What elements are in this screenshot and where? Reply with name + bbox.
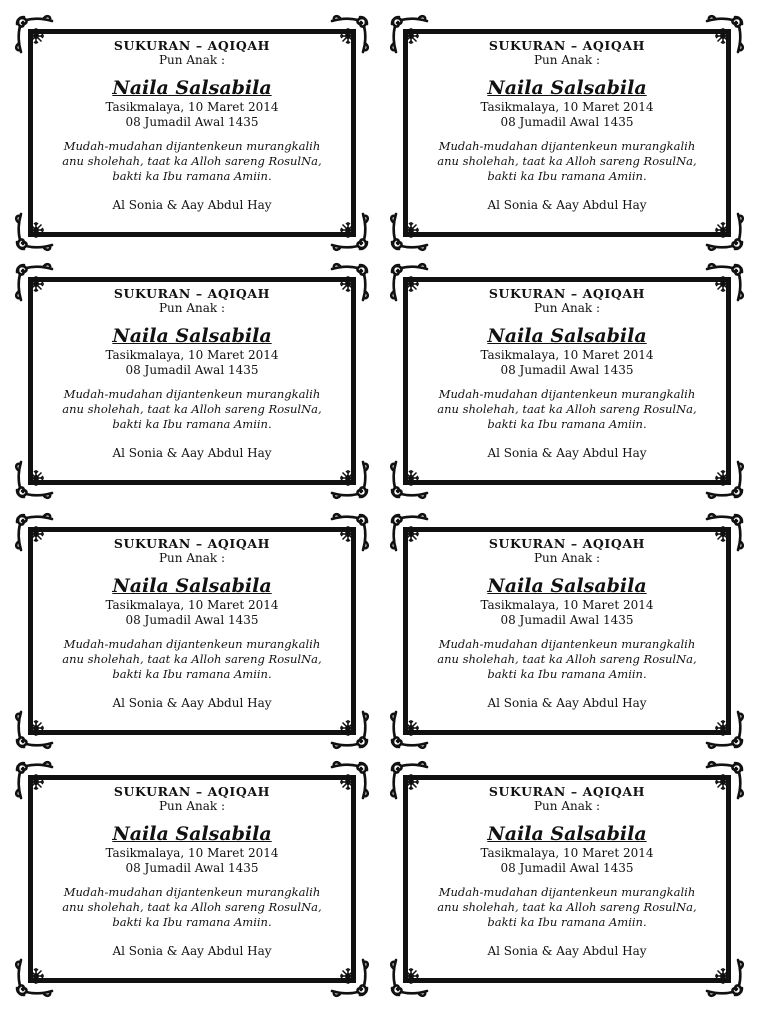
aqiqah-label-card [18,518,366,744]
parents-signature: Al Sonia & Aay Abdul Hay [112,198,272,212]
prayer-line: anu sholehah, taat ka Alloh sareng RosulNa, [437,652,697,666]
snowflake-icon [28,720,44,736]
place-date: Tasikmalaya, 10 Maret 2014 [480,598,654,612]
child-name: Naila Salsabila [112,325,272,347]
child-name: Naila Salsabila [487,325,647,347]
flourish-corner-icon [328,210,370,252]
prayer-line: anu sholehah, taat ka Alloh sareng RosulNa, [437,154,697,168]
prayer-line: anu sholehah, taat ka Alloh sareng RosulNa, [62,402,322,416]
child-name: Naila Salsabila [112,823,272,845]
snowflake-icon [715,222,731,238]
snowflake-icon [403,470,419,486]
prayer-text [413,139,721,184]
place-date: Tasikmalaya, 10 Maret 2014 [480,100,654,114]
card-content [413,286,721,461]
parents-signature: Al Sonia & Aay Abdul Hay [112,696,272,710]
aqiqah-label-card [393,20,741,246]
hijri-date: 08 Jumadil Awal 1435 [125,861,259,875]
snowflake-icon [715,968,731,984]
card-title: SUKURAN – AQIQAH [488,784,646,799]
aqiqah-label-card [18,766,366,992]
card-title: SUKURAN – AQIQAH [488,38,646,53]
card-subtitle: Pun Anak : [158,799,226,813]
parents-signature: Al Sonia & Aay Abdul Hay [487,696,647,710]
prayer-text [413,637,721,682]
flourish-corner-icon [703,708,745,750]
prayer-line: Mudah-mudahan dijantenkeun murangkalih [63,387,321,401]
flourish-corner-icon [328,458,370,500]
card-content [413,536,721,711]
prayer-line: Mudah-mudahan dijantenkeun murangkalih [63,139,321,153]
flourish-corner-icon [703,210,745,252]
card-subtitle: Pun Anak : [533,301,601,315]
prayer-line: Mudah-mudahan dijantenkeun murangkalih [63,885,321,899]
prayer-line: anu sholehah, taat ka Alloh sareng RosulNa, [62,154,322,168]
prayer-line: anu sholehah, taat ka Alloh sareng RosulNa, [437,900,697,914]
prayer-line: bakti ka Ibu ramana Amiin. [487,667,647,681]
prayer-line: bakti ka Ibu ramana Amiin. [487,915,647,929]
flourish-corner-icon [14,210,56,252]
parents-signature: Al Sonia & Aay Abdul Hay [487,446,647,460]
snowflake-icon [403,222,419,238]
card-content [413,784,721,959]
card-title: SUKURAN – AQIQAH [488,286,646,301]
flourish-corner-icon [328,956,370,998]
card-content [38,784,346,959]
hijri-date: 08 Jumadil Awal 1435 [500,861,634,875]
parents-signature: Al Sonia & Aay Abdul Hay [112,446,272,460]
prayer-line: bakti ka Ibu ramana Amiin. [112,169,272,183]
parents-signature: Al Sonia & Aay Abdul Hay [112,944,272,958]
aqiqah-label-card [393,518,741,744]
prayer-line: bakti ka Ibu ramana Amiin. [112,417,272,431]
prayer-line: Mudah-mudahan dijantenkeun murangkalih [438,637,696,651]
snowflake-icon [403,968,419,984]
prayer-text [413,885,721,930]
card-title: SUKURAN – AQIQAH [113,38,271,53]
snowflake-icon [340,222,356,238]
flourish-corner-icon [389,210,431,252]
prayer-line: bakti ka Ibu ramana Amiin. [112,915,272,929]
card-subtitle: Pun Anak : [158,301,226,315]
prayer-line: anu sholehah, taat ka Alloh sareng RosulNa, [62,900,322,914]
aqiqah-label-card [18,20,366,246]
place-date: Tasikmalaya, 10 Maret 2014 [480,846,654,860]
flourish-corner-icon [703,956,745,998]
place-date: Tasikmalaya, 10 Maret 2014 [105,846,279,860]
flourish-corner-icon [14,956,56,998]
snowflake-icon [340,720,356,736]
snowflake-icon [715,720,731,736]
flourish-corner-icon [14,708,56,750]
flourish-corner-icon [14,458,56,500]
flourish-corner-icon [328,708,370,750]
prayer-line: Mudah-mudahan dijantenkeun murangkalih [438,139,696,153]
place-date: Tasikmalaya, 10 Maret 2014 [105,598,279,612]
flourish-corner-icon [389,708,431,750]
child-name: Naila Salsabila [487,823,647,845]
place-date: Tasikmalaya, 10 Maret 2014 [105,100,279,114]
prayer-line: Mudah-mudahan dijantenkeun murangkalih [63,637,321,651]
prayer-line: bakti ka Ibu ramana Amiin. [487,417,647,431]
flourish-corner-icon [389,956,431,998]
card-subtitle: Pun Anak : [533,53,601,67]
child-name: Naila Salsabila [487,575,647,597]
snowflake-icon [715,470,731,486]
hijri-date: 08 Jumadil Awal 1435 [125,115,259,129]
card-subtitle: Pun Anak : [533,551,601,565]
card-title: SUKURAN – AQIQAH [113,784,271,799]
card-content [413,38,721,213]
flourish-corner-icon [703,458,745,500]
hijri-date: 08 Jumadil Awal 1435 [125,613,259,627]
snowflake-icon [28,968,44,984]
card-content [38,536,346,711]
prayer-text [413,387,721,432]
card-content [38,38,346,213]
card-subtitle: Pun Anak : [158,551,226,565]
snowflake-icon [340,968,356,984]
aqiqah-label-card [393,766,741,992]
card-title: SUKURAN – AQIQAH [113,536,271,551]
prayer-line: Mudah-mudahan dijantenkeun murangkalih [438,387,696,401]
card-subtitle: Pun Anak : [533,799,601,813]
parents-signature: Al Sonia & Aay Abdul Hay [487,198,647,212]
hijri-date: 08 Jumadil Awal 1435 [125,363,259,377]
prayer-line: bakti ka Ibu ramana Amiin. [487,169,647,183]
prayer-line: Mudah-mudahan dijantenkeun murangkalih [438,885,696,899]
prayer-text [38,637,346,682]
snowflake-icon [28,470,44,486]
snowflake-icon [28,222,44,238]
prayer-text [38,387,346,432]
flourish-corner-icon [389,458,431,500]
parents-signature: Al Sonia & Aay Abdul Hay [487,944,647,958]
place-date: Tasikmalaya, 10 Maret 2014 [105,348,279,362]
card-content [38,286,346,461]
card-title: SUKURAN – AQIQAH [113,286,271,301]
prayer-line: bakti ka Ibu ramana Amiin. [112,667,272,681]
prayer-text [38,139,346,184]
card-title: SUKURAN – AQIQAH [488,536,646,551]
child-name: Naila Salsabila [112,77,272,99]
hijri-date: 08 Jumadil Awal 1435 [500,363,634,377]
snowflake-icon [403,720,419,736]
prayer-text [38,885,346,930]
hijri-date: 08 Jumadil Awal 1435 [500,115,634,129]
prayer-line: anu sholehah, taat ka Alloh sareng RosulNa, [437,402,697,416]
aqiqah-label-card [18,268,366,494]
child-name: Naila Salsabila [112,575,272,597]
place-date: Tasikmalaya, 10 Maret 2014 [480,348,654,362]
snowflake-icon [340,470,356,486]
card-subtitle: Pun Anak : [158,53,226,67]
hijri-date: 08 Jumadil Awal 1435 [500,613,634,627]
aqiqah-label-card [393,268,741,494]
prayer-line: anu sholehah, taat ka Alloh sareng RosulNa, [62,652,322,666]
child-name: Naila Salsabila [487,77,647,99]
